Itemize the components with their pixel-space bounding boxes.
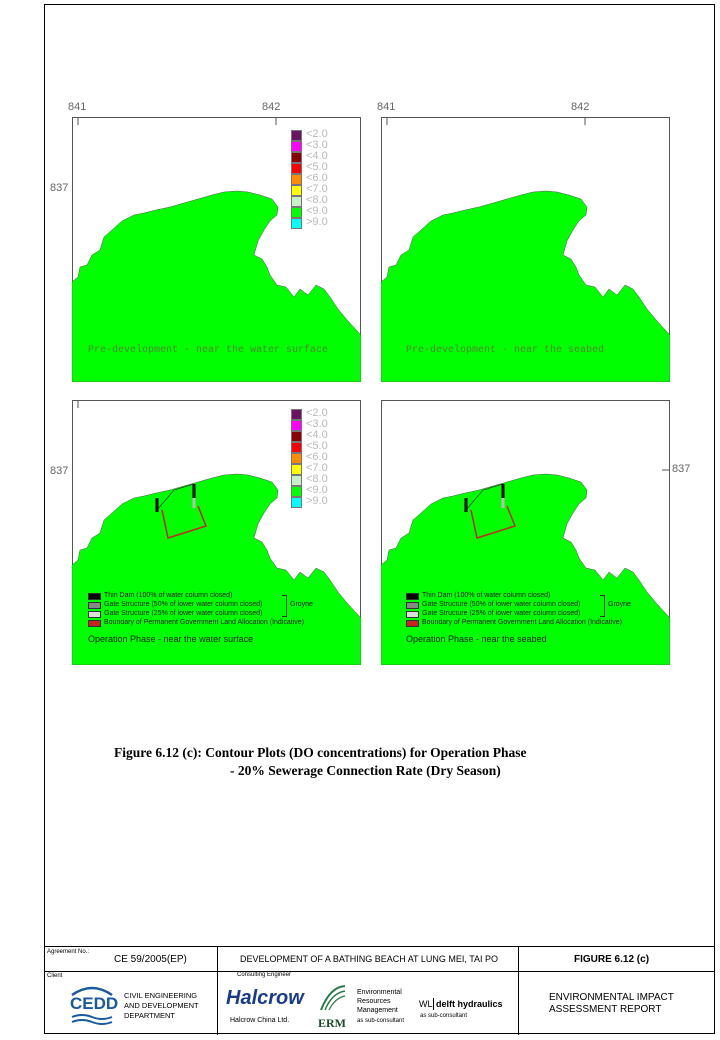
legend-label: <9.0: [306, 484, 328, 496]
legend-swatch: [291, 464, 302, 475]
legend-swatch: [291, 152, 302, 163]
legend-swatch: [291, 431, 302, 442]
boundary-swatch: [88, 620, 101, 627]
gate-50-swatch: [406, 602, 419, 609]
thin-dam-swatch: [88, 593, 101, 600]
cedd-name-line-2: AND DEVELOPMENT: [124, 1001, 199, 1010]
contour-plot-2: [381, 117, 670, 382]
gate-50-label: Gate Structure (50% of lower water column closed): [422, 601, 581, 608]
cedd-logo: [68, 983, 119, 1027]
tick-837: 837: [672, 463, 691, 475]
agreement-label: Agreement No.:: [47, 949, 90, 955]
tick-841: 841: [377, 101, 396, 113]
legend-swatch: [291, 453, 302, 464]
wl-prefix: WL: [419, 999, 433, 1009]
legend-label: <3.0: [306, 418, 328, 430]
erm-subconsultant: as sub-consultant: [357, 1018, 405, 1024]
halcrow-subtitle: Halcrow China Ltd.: [230, 1017, 290, 1024]
panel-title: Pre-development - near the seabed: [406, 345, 605, 356]
contour-panel-2: [377, 101, 670, 382]
tick-842: 842: [571, 101, 590, 113]
legend-swatch: [291, 497, 302, 508]
legend-swatch: [291, 141, 302, 152]
divider: [518, 947, 519, 1035]
project-title: DEVELOPMENT OF A BATHING BEACH AT LUNG MEI, TAI PO: [240, 954, 499, 964]
gate-50-swatch: [88, 602, 101, 609]
groyne-bracket: [600, 595, 605, 617]
wl-subconsultant: as sub-consultant: [420, 1013, 468, 1019]
groyne-bracket: [282, 595, 287, 617]
gate-25-swatch: [406, 611, 419, 618]
panel-title: Operation Phase - near the seabed: [406, 634, 547, 644]
legend-label: <4.0: [306, 429, 328, 441]
legend-label: <5.0: [306, 161, 328, 173]
erm-logo-graphic: [318, 983, 348, 1013]
erm-line-1: Environmental: [357, 989, 402, 996]
groyne-label: Groyne: [608, 601, 631, 608]
thin-dam-label: Thin Dam (100% of water column closed): [104, 592, 233, 599]
groyne-label: Groyne: [290, 601, 313, 608]
erm-logo: ERM: [318, 1016, 346, 1030]
boundary-swatch: [406, 620, 419, 627]
legend-label: <3.0: [306, 139, 328, 151]
cedd-name-line-1: CIVIL ENGINEERING: [124, 991, 198, 1000]
legend-label: <5.0: [306, 440, 328, 452]
figure-caption: [114, 744, 526, 780]
wl-logo: delft hydraulics: [436, 999, 503, 1009]
legend-swatch: [291, 475, 302, 486]
tick-841: 841: [68, 101, 87, 113]
legend-swatch: [291, 218, 302, 229]
legend-label: <7.0: [306, 462, 328, 474]
contour-panel-1: [50, 101, 361, 382]
erm-line-2: Resources: [357, 998, 391, 1005]
boundary-label: Boundary of Permanent Government Land Allocation (Indicative): [104, 619, 305, 626]
cedd-logo-text: CEDD: [70, 994, 119, 1013]
legend-label: <6.0: [306, 451, 328, 463]
legend-swatch: [291, 130, 302, 141]
legend-swatch: [291, 207, 302, 218]
legend-swatch: [291, 409, 302, 420]
halcrow-logo: Halcrow: [226, 987, 304, 1009]
wl-separator: [433, 998, 434, 1010]
legend-swatch: [291, 196, 302, 207]
cedd-name-line-3: DEPARTMENT: [124, 1011, 175, 1020]
erm-line-3: Management: [357, 1007, 398, 1014]
title-block: [44, 946, 715, 1034]
legend-label: <7.0: [306, 183, 328, 195]
legend-swatch: [291, 163, 302, 174]
thin-dam-swatch: [406, 593, 419, 600]
panel-title: Operation Phase - near the water surface: [88, 634, 254, 644]
caption-line-2: - 20% Sewerage Connection Rate (Dry Season): [230, 763, 501, 778]
legend-swatch: [291, 174, 302, 185]
agreement-number: CE 59/2005(EP): [114, 954, 187, 965]
tick-837: 837: [50, 465, 69, 477]
legend-label: <6.0: [306, 172, 328, 184]
legend-label: <4.0: [306, 150, 328, 162]
tick-837: 837: [50, 182, 69, 194]
legend-swatch: [291, 420, 302, 431]
figure-number: FIGURE 6.12 (c): [574, 954, 650, 965]
contour-panel-3: [50, 400, 361, 665]
legend-swatch: [291, 185, 302, 196]
tick-842: 842: [262, 101, 281, 113]
legend-swatch: [291, 442, 302, 453]
gate-25-label: Gate Structure (25% of lower water column closed): [104, 610, 263, 617]
gate-25-swatch: [88, 611, 101, 618]
legend-label: <8.0: [306, 194, 328, 206]
report-line-1: ENVIRONMENTAL IMPACT: [549, 992, 674, 1003]
gate-50-label: Gate Structure (50% of lower water column closed): [104, 601, 263, 608]
divider: [44, 971, 715, 972]
legend-swatch: [291, 486, 302, 497]
gate-25-label: Gate Structure (25% of lower water column closed): [422, 610, 581, 617]
contour-panel-4: [381, 400, 691, 665]
legend-label: <2.0: [306, 407, 328, 419]
consulting-label: Consulting Engineer: [237, 972, 292, 978]
legend-label: <9.0: [306, 205, 328, 217]
divider: [217, 947, 218, 1035]
report-line-2: ASSESSMENT REPORT: [549, 1004, 662, 1015]
boundary-label: Boundary of Permanent Government Land Allocation (Indicative): [422, 619, 623, 626]
legend-label: >9.0: [306, 495, 328, 507]
legend-label: <8.0: [306, 473, 328, 485]
panel-title: Pre-development - near the water surface: [88, 345, 329, 356]
client-label: Client: [47, 973, 63, 979]
legend-label: <2.0: [306, 128, 328, 140]
caption-line-1: Figure 6.12 (c): Contour Plots (DO concentrations) for Operation Phase: [114, 745, 527, 760]
legend-label: >9.0: [306, 216, 328, 228]
thin-dam-label: Thin Dam (100% of water column closed): [422, 592, 551, 599]
